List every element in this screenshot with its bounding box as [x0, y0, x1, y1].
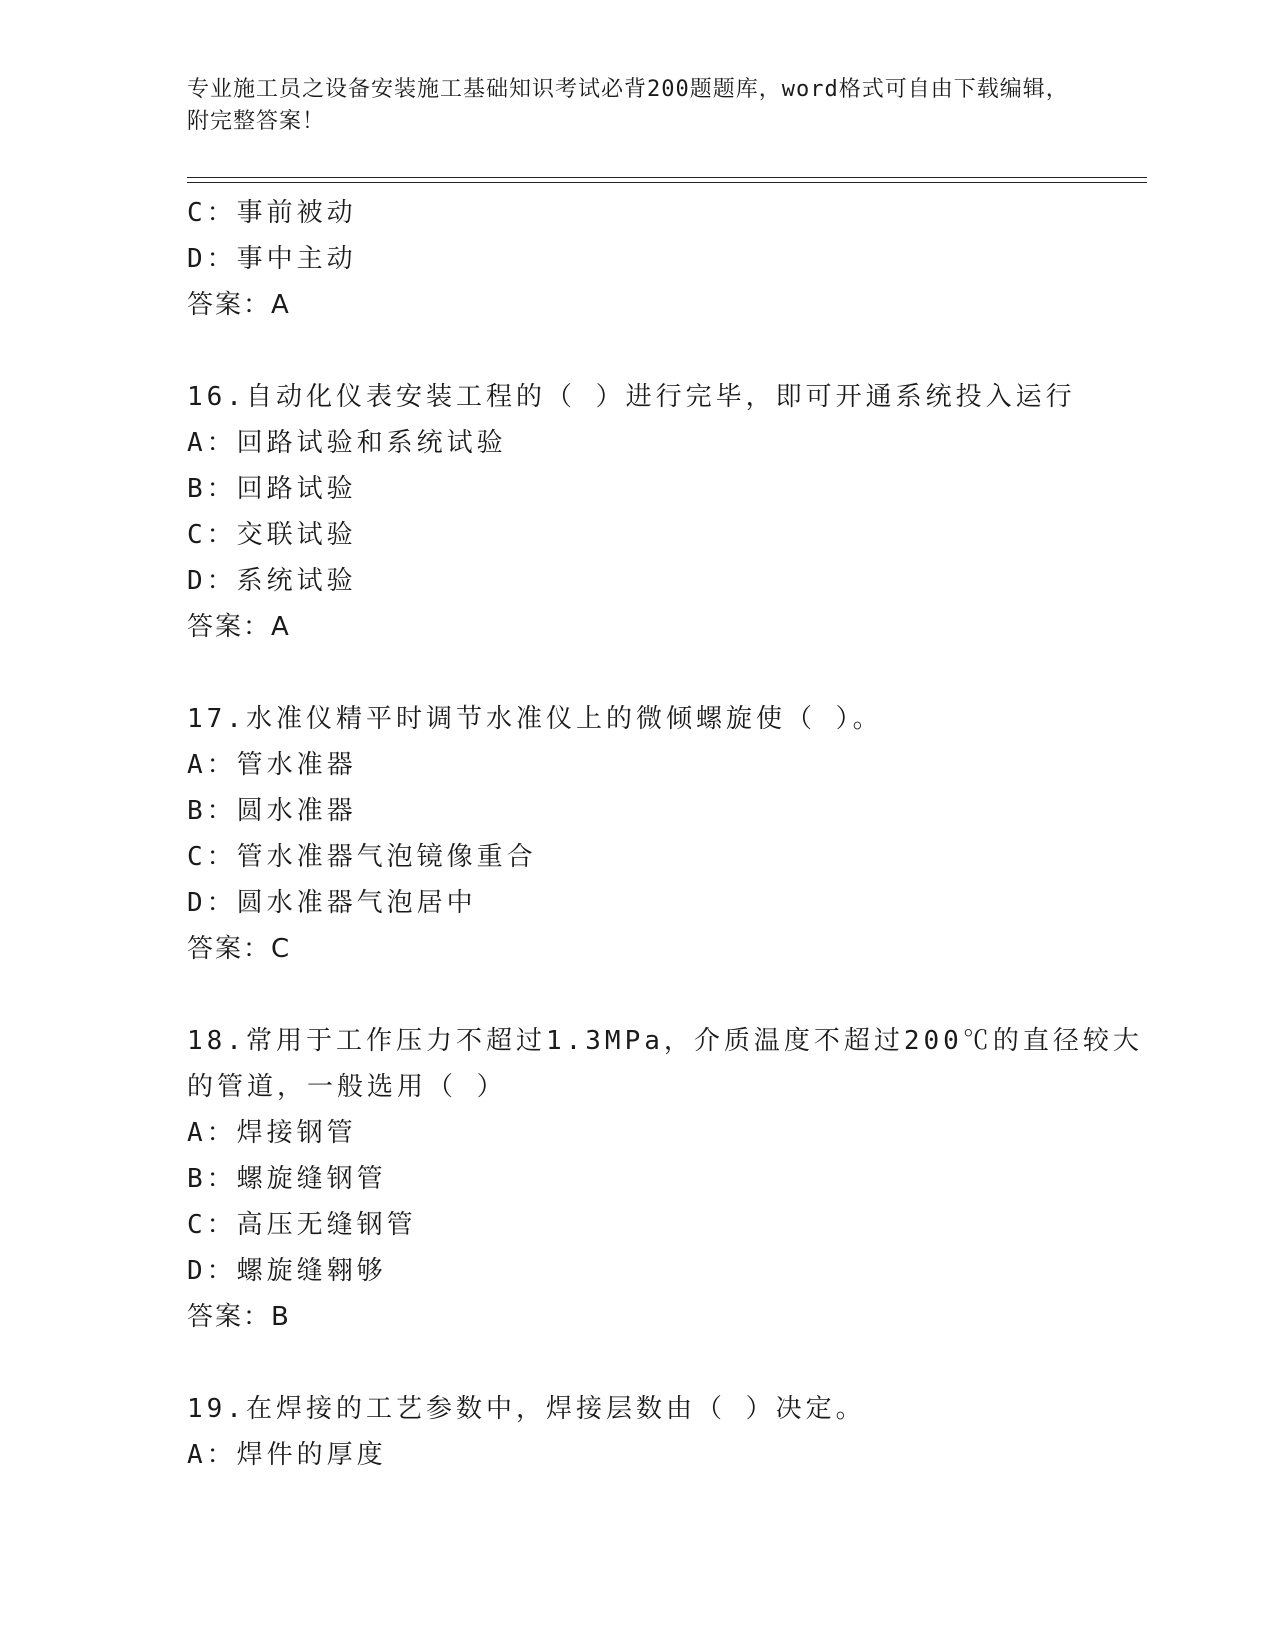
- header-divider-bottom: [187, 182, 1147, 183]
- question-text: 16.自动化仪表安装工程的（ ）进行完毕，即可开通系统投入运行: [187, 382, 1076, 412]
- question-19: [187, 1386, 1147, 1478]
- question-16: [187, 374, 1147, 650]
- question-text: 17.水准仪精平时调节水准仪上的微倾螺旋使（ ）。: [187, 704, 883, 734]
- option-b: B：回路试验: [187, 474, 357, 504]
- answer: 答案：C: [187, 934, 292, 964]
- spacer: [187, 1340, 1147, 1386]
- option-c: C：管水准器气泡镜像重合: [187, 842, 537, 872]
- option-b: B：螺旋缝钢管: [187, 1164, 387, 1194]
- option-d: D：圆水准器气泡居中: [187, 888, 477, 918]
- answer: 答案：A: [187, 612, 291, 642]
- header-divider-top: [187, 177, 1147, 178]
- document-header: [187, 74, 1087, 138]
- option-a: A：回路试验和系统试验: [187, 428, 507, 458]
- spacer: [187, 972, 1147, 1018]
- option-c: C：高压无缝钢管: [187, 1210, 417, 1240]
- question-text: 18.常用于工作压力不超过1.3MPa，介质温度不超过200℃的直径较大的管道，一般选用（ ）: [187, 1026, 1143, 1102]
- option-a: A：焊接钢管: [187, 1118, 357, 1148]
- question-text: 19.在焊接的工艺参数中，焊接层数由（ ）决定。: [187, 1394, 866, 1424]
- option-d: D：螺旋缝翱够: [187, 1256, 387, 1286]
- option-c: C：事前被动: [187, 198, 357, 228]
- answer: 答案：B: [187, 1302, 291, 1332]
- answer: 答案：A: [187, 290, 291, 320]
- option-c: C：交联试验: [187, 520, 357, 550]
- option-b: B：圆水准器: [187, 796, 357, 826]
- question-15-partial: [187, 190, 1147, 328]
- question-17: [187, 696, 1147, 972]
- option-a: A：焊件的厚度: [187, 1440, 387, 1470]
- header-title: 专业施工员之设备安装施工基础知识考试必背200题题库，word格式可自由下载编辑，附完整答案！: [187, 77, 1069, 134]
- question-list: [187, 190, 1147, 1478]
- option-d: D：事中主动: [187, 244, 357, 274]
- spacer: [187, 328, 1147, 374]
- spacer: [187, 650, 1147, 696]
- option-d: D：系统试验: [187, 566, 357, 596]
- question-18: [187, 1018, 1147, 1340]
- option-a: A：管水准器: [187, 750, 357, 780]
